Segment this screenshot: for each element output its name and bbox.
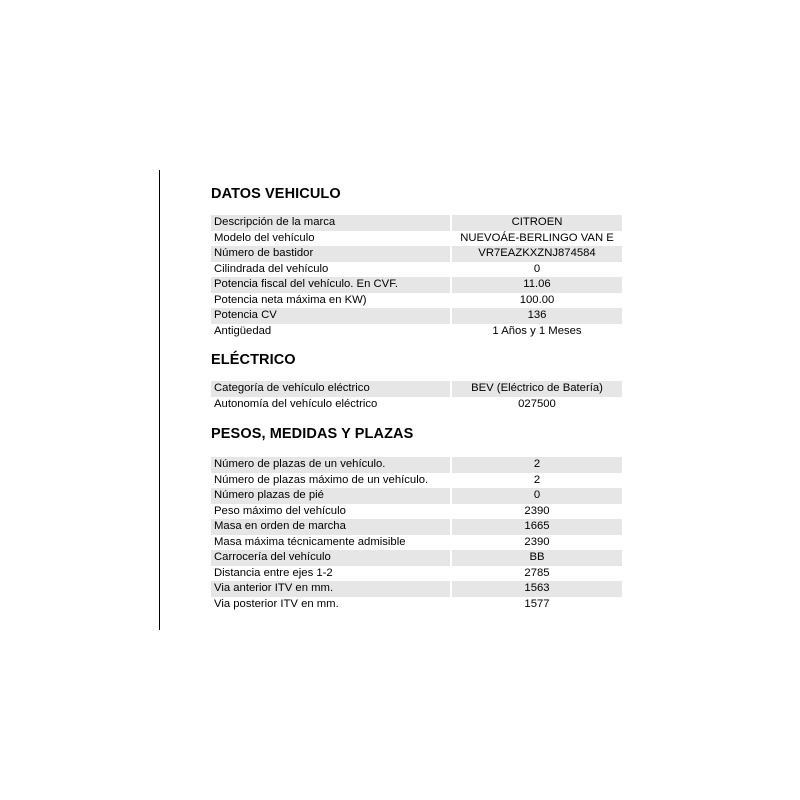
row-label: Masa máxima técnicamente admisible bbox=[214, 535, 406, 548]
row-label: Descripción de la marca bbox=[211, 215, 451, 231]
row-value: 1 Años y 1 Meses bbox=[451, 324, 622, 340]
row-value: 1665 bbox=[451, 519, 622, 535]
table-row bbox=[211, 473, 622, 489]
row-value: CITROEN bbox=[451, 215, 622, 231]
row-value: 2785 bbox=[451, 566, 622, 582]
section-title-electrico: ELÉCTRICO bbox=[211, 352, 296, 368]
row-value: 2390 bbox=[451, 535, 622, 551]
table-row bbox=[211, 381, 622, 397]
row-value: 0 bbox=[451, 488, 622, 504]
row-label: Antigüedad bbox=[214, 324, 272, 337]
row-value: 2390 bbox=[451, 504, 622, 520]
electrico-table bbox=[211, 381, 622, 412]
row-label: Número de bastidor bbox=[211, 246, 451, 262]
row-value: 027500 bbox=[451, 397, 622, 413]
row-label: Carrocería del vehículo bbox=[211, 550, 451, 566]
row-label: Via anterior ITV en mm. bbox=[211, 581, 451, 597]
left-margin-rule bbox=[159, 170, 160, 630]
row-label: Distancia entre ejes 1-2 bbox=[214, 566, 333, 579]
row-label: Número plazas de pié bbox=[211, 488, 451, 504]
row-label: Autonomía del vehículo eléctrico bbox=[214, 397, 378, 410]
row-value: 11.06 bbox=[451, 277, 622, 293]
row-value: 1563 bbox=[451, 581, 622, 597]
table-row bbox=[211, 581, 622, 597]
row-label: Masa en orden de marcha bbox=[211, 519, 451, 535]
row-value: 136 bbox=[451, 308, 622, 324]
table-row bbox=[211, 457, 622, 473]
table-row bbox=[211, 293, 622, 309]
table-row bbox=[211, 231, 622, 247]
row-label: Número de plazas máximo de un vehículo. bbox=[214, 473, 429, 486]
row-value: 2 bbox=[451, 457, 622, 473]
row-label: Via posterior ITV en mm. bbox=[214, 597, 339, 610]
row-label: Potencia neta máxima en KW) bbox=[214, 293, 367, 306]
row-label: Peso máximo del vehículo bbox=[214, 504, 346, 517]
table-row bbox=[211, 397, 622, 413]
table-row bbox=[211, 550, 622, 566]
row-value: 1577 bbox=[451, 597, 622, 613]
row-label: Número de plazas de un vehículo. bbox=[211, 457, 451, 473]
row-label: Cilindrada del vehículo bbox=[214, 262, 329, 275]
row-value: BB bbox=[451, 550, 622, 566]
table-row bbox=[211, 308, 622, 324]
table-row bbox=[211, 535, 622, 551]
row-value: 0 bbox=[451, 262, 622, 278]
row-value: NUEVOÁE-BERLINGO VAN E bbox=[451, 231, 622, 247]
row-value: VR7EAZKXZNJ874584 bbox=[451, 246, 622, 262]
section-title-pesos-medidas-plazas: PESOS, MEDIDAS Y PLAZAS bbox=[211, 426, 414, 442]
row-label: Modelo del vehículo bbox=[214, 231, 315, 244]
table-row bbox=[211, 262, 622, 278]
row-label: Potencia fiscal del vehículo. En CVF. bbox=[211, 277, 451, 293]
table-row bbox=[211, 519, 622, 535]
table-row bbox=[211, 597, 622, 613]
table-row bbox=[211, 215, 622, 231]
vehicle-report bbox=[211, 184, 625, 612]
row-label: Categoría de vehículo eléctrico bbox=[211, 381, 451, 397]
pesos-medidas-plazas-table bbox=[211, 457, 622, 612]
table-row bbox=[211, 504, 622, 520]
section-title-datos-vehiculo: DATOS VEHICULO bbox=[211, 186, 341, 202]
row-value: BEV (Eléctrico de Batería) bbox=[451, 381, 622, 397]
row-label: Potencia CV bbox=[211, 308, 451, 324]
table-row bbox=[211, 324, 622, 340]
table-row bbox=[211, 277, 622, 293]
table-row bbox=[211, 566, 622, 582]
datos-vehiculo-table bbox=[211, 215, 622, 339]
table-row bbox=[211, 488, 622, 504]
table-row bbox=[211, 246, 622, 262]
row-value: 100.00 bbox=[451, 293, 622, 309]
row-value: 2 bbox=[451, 473, 622, 489]
